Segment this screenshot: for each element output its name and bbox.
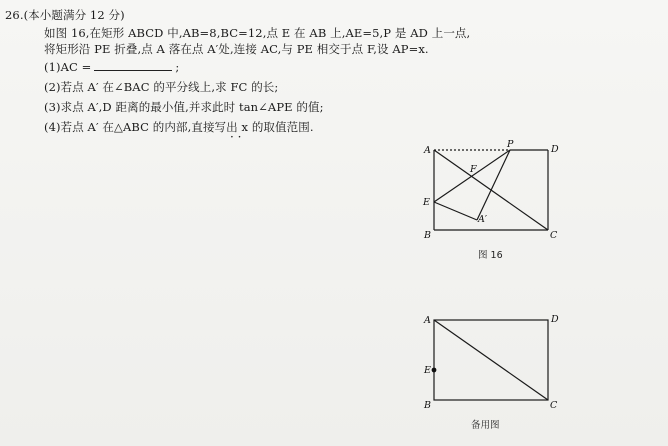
label-b: B bbox=[424, 400, 431, 411]
label-e: E bbox=[424, 365, 431, 376]
segment-a-prime-p bbox=[477, 150, 510, 220]
label-a-prime: A′ bbox=[478, 214, 488, 225]
label-b: B bbox=[424, 230, 431, 241]
question-2: (2)若点 A′ 在∠BAC 的平分线上,求 FC 的长; bbox=[44, 80, 279, 94]
label-c: C bbox=[550, 230, 558, 241]
label-p: P bbox=[507, 139, 514, 150]
segment-ea-prime bbox=[434, 202, 477, 220]
backup-figure bbox=[434, 320, 548, 400]
label-d: D bbox=[551, 314, 559, 325]
label-c: C bbox=[550, 400, 558, 411]
problem-number: 26. bbox=[5, 8, 24, 22]
question-1-prefix: (1)AC = bbox=[44, 60, 92, 74]
problem-statement-line-2: 将矩形沿 PE 折叠,点 A 落在点 A′处,连接 AC,与 PE 相交于点 F,设 AP=x. bbox=[44, 42, 429, 56]
label-a: A bbox=[424, 145, 431, 156]
point-e-dot bbox=[432, 368, 437, 373]
label-a: A bbox=[424, 315, 431, 326]
question-3: (3)求点 A′,D 距离的最小值,并求此时 tan∠APE 的值; bbox=[44, 100, 324, 114]
question-1-suffix: ; bbox=[175, 60, 180, 74]
label-f: F bbox=[470, 164, 477, 175]
question-4: (4)若点 A′ 在△ABC 的内部,直接写出 x 的取值范围. bbox=[44, 120, 314, 134]
figure-16 bbox=[434, 150, 548, 230]
problem-score: (本小题满分 12 分) bbox=[23, 8, 125, 22]
problem-statement-line-1: 如图 16,在矩形 ABCD 中,AB=8,BC=12,点 E 在 AB 上,AE=5,P 是 AD 上一点, bbox=[44, 26, 471, 40]
label-d: D bbox=[551, 144, 559, 155]
emphasis-dots: · · bbox=[230, 130, 242, 144]
label-e: E bbox=[423, 197, 430, 208]
diagonal-ac bbox=[434, 320, 548, 400]
backup-figure-caption: 备用图 bbox=[471, 420, 500, 431]
figure-16-caption: 图 16 bbox=[478, 250, 503, 261]
